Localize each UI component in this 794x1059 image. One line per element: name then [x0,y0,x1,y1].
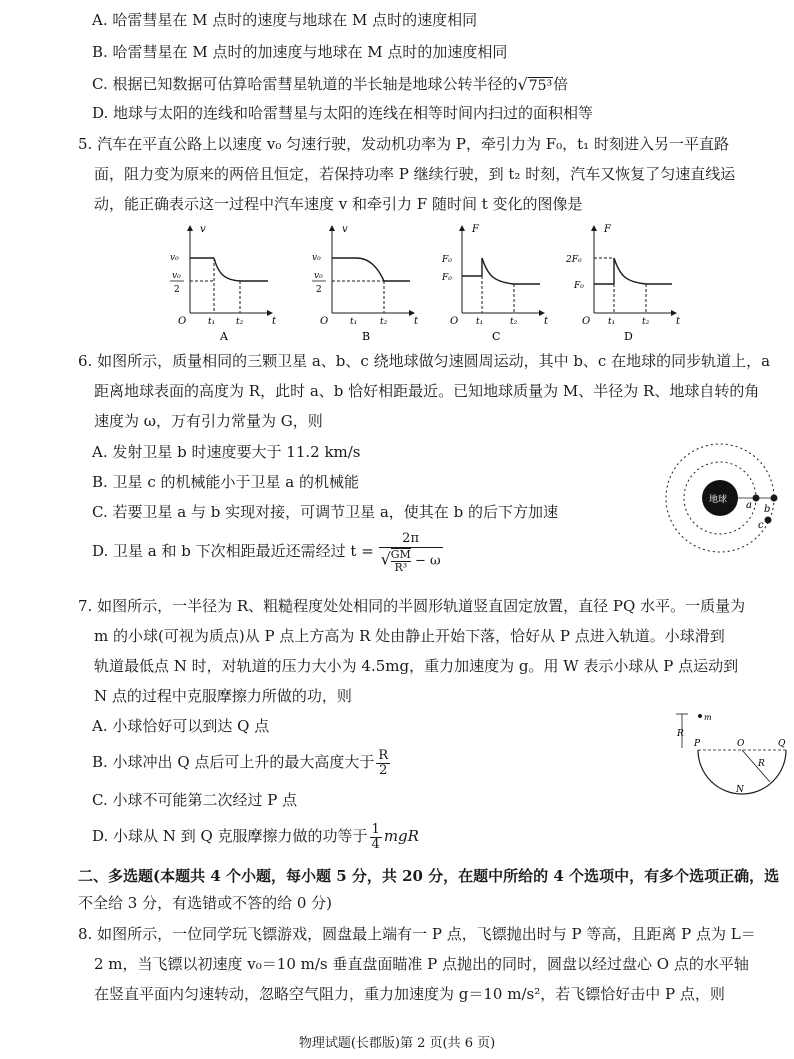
q6-stem-line3: 速度为 ω，万有引力常量为 G，则 [94,412,323,430]
fraction-1-over-4 [370,823,382,852]
page-footer: 物理试题(长郡版)第 2 页(共 6 页) [298,1036,496,1051]
graph-label: D [624,330,633,343]
frac-num: 1 [371,821,380,837]
q6-option-a: A. 发射卫星 b 时速度要大于 11.2 km/s [92,443,361,461]
axis-x-label: t [272,316,277,327]
origin: O [178,316,187,327]
tick-t2: t₂ [380,317,388,327]
frac-den: 2 [379,762,388,778]
tick-t2: t₂ [236,317,244,327]
axis-x-label: t [414,316,419,327]
graph-d [565,224,681,343]
q6-option-c: C. 若要卫星 a 与 b 实现对接，可调节卫星 a，使其在 b 的后下方加速 [92,503,558,521]
tick-t1: t₁ [208,317,216,327]
tick-t1: t₁ [476,317,484,327]
satellite-a-label: a [746,500,752,511]
tick-t1: t₁ [608,317,616,327]
origin: O [450,316,459,327]
q6-option-b: B. 卫星 c 的机械能小于卫星 a 的机械能 [92,473,359,491]
q6-stem-line1: 6. 如图所示，质量相同的三颗卫星 a、b、c 绕地球做匀速圆周运动，其中 b、c 在地球的同步轨道上，a [78,352,771,370]
gm-text: GM [390,547,411,561]
q4-option-c-text: C. 根据已知数据可估算哈雷彗星轨道的半长轴是地球公转半径的 [92,75,518,93]
tick-top: v₀ [170,253,179,263]
q7-option-a: A. 小球恰好可以到达 Q 点 [92,717,270,735]
axis-y-label: F [472,224,479,235]
tick-mid: F₀ [574,281,584,291]
origin: O [582,316,591,327]
q7-stem-line2: m 的小球(可视为质点)从 P 点上方高为 R 处由静止开始下落，恰好从 P 点进入轨道。小球滑到 [94,627,725,645]
q5-graphs [160,218,700,346]
fraction-r-over-2 [376,749,390,778]
tick-top: v₀ [312,253,321,263]
point-q-label: Q [778,739,786,749]
q7-option-d-tail: mgR [383,827,419,845]
q4-option-d: D. 地球与太阳的连线和哈雷彗星与太阳的连线在相等时间内扫过的面积相等 [92,104,594,122]
graph-a [170,224,277,343]
formula-numerator: 2π [379,531,443,548]
satellite-c-label: c [758,520,764,531]
q7-stem-line3: 轨道最低点 N 时，对轨道的压力大小为 4.5mg，重力加速度为 g。用 W 表示小球从 P 点运动到 [94,657,739,675]
frac-num: R [378,747,389,763]
q8-stem-line1: 8. 如图所示，一位同学玩飞镖游戏，圆盘最上端有一 P 点，飞镖抛出时与 P 等高，且距离 P 点为 L＝ [78,925,756,943]
graph-label: A [220,330,228,343]
q7-track-figure [664,706,788,806]
tick-top: F₀ [442,255,452,265]
q7-option-b-text: B. 小球冲出 Q 点后可上升的最大高度大于 [92,753,375,771]
q7-option-c: C. 小球不可能第二次经过 P 点 [92,791,298,809]
ball [698,714,702,718]
tick-mid: F₀ [442,273,452,283]
tick-mid-num: v₀ [172,271,181,281]
q7-option-b [92,742,392,782]
axis-y-label: F [604,224,611,235]
satellite-b [771,495,778,502]
tick-t1: t₁ [350,317,358,327]
q5-stem-line3: 动，能正确表示这一过程中汽车速度 v 和牵引力 F 随时间 t 变化的图像是 [94,195,583,213]
graph-label: C [492,330,501,343]
point-n-label: N [736,785,744,795]
earth-label: 地球 [709,495,728,505]
section-2-heading-line2: 不全给 3 分，有选错或不答的给 0 分) [78,894,333,912]
q4-option-a: A. 哈雷彗星在 M 点时的速度与地球在 M 点时的速度相同 [92,11,478,29]
graph-b [312,224,419,343]
q7-option-d [92,816,419,856]
axis-y-label: v [342,224,348,235]
axis-y-label: v [200,224,206,235]
sqrt-expression: √75³ [517,74,553,94]
q6-orbit-figure [654,440,788,560]
q4-option-b: B. 哈雷彗星在 M 点时的加速度与地球在 M 点时的加速度相同 [92,43,508,61]
section-2-heading-line1: 二、多选题(本题共 4 个小题，每小题 5 分，共 20 分，在题中所给的 4 个选项中，有多个选项正确，选 [78,867,780,885]
height-label: R [677,729,684,739]
point-p-label: P [694,739,701,749]
satellite-b-label: b [764,504,771,515]
tick-t2: t₂ [642,317,650,327]
radius-label: R [758,759,765,769]
q4-option-c-tail: 倍 [553,75,569,93]
frac-den: 4 [371,836,380,852]
origin: O [320,316,329,327]
axis-x-label: t [544,316,549,327]
point-o-label: O [737,739,745,749]
satellite-a [753,495,760,502]
graph-c [441,224,549,343]
q5-stem-line2: 面，阻力变为原来的两倍且恒定，若保持功率 P 继续行驶，到 t₂ 时刻，汽车又恢复了匀速直线运 [94,165,736,183]
tick-mid-num: v₀ [314,271,323,281]
q6-option-d-text: D. 卫星 a 和 b 下次相距最近还需经过 t = [92,542,374,560]
formula-denominator: √ $\frac{GM}{\text{R³}}$ − ω [380,547,441,574]
q4-option-c [92,74,568,96]
omega-text: − ω [414,553,441,568]
q5-stem-line1: 5. 汽车在平直公路上以速度 v₀ 匀速行驶，发动机功率为 P，牵引力为 F₀，t₁ 时刻进入另一平直路 [78,135,729,153]
q6-option-d [92,528,443,574]
tick-top: 2F₀ [566,255,582,265]
q7-stem-line4: N 点的过程中克服摩擦力所做的功，则 [94,687,352,705]
tick-mid-den: 2 [174,285,180,295]
q8-stem-line3: 在竖直平面内匀速转动，忽略空气阻力，重力加速度为 g＝10 m/s²，若飞镖恰好击中 P 点，则 [94,985,725,1003]
mass-label: m [704,713,712,722]
tick-t2: t₂ [510,317,518,327]
r3-text: R³ [394,560,408,574]
q7-option-d-text: D. 小球从 N 到 Q 克服摩擦力做的功等于 [92,827,368,845]
sqrt-value: 75³ [528,77,553,94]
q6-formula [379,531,443,574]
axis-x-label: t [676,316,681,327]
q6-stem-line2: 距离地球表面的高度为 R，此时 a、b 恰好相距最近。已知地球质量为 M、半径为 R、地球自转的角 [94,382,760,400]
q7-stem-line1: 7. 如图所示，一半径为 R、粗糙程度处处相同的半圆形轨道竖直固定放置，直径 PQ 水平。一质量为 [78,597,746,615]
tick-mid-den: 2 [316,285,322,295]
satellite-c [765,517,772,524]
graph-label: B [362,330,371,343]
q8-stem-line2: 2 m，当飞镖以初速度 v₀＝10 m/s 垂直盘面瞄准 P 点抛出的同时，圆盘以经过盘心 O 点的水平轴 [94,955,749,973]
